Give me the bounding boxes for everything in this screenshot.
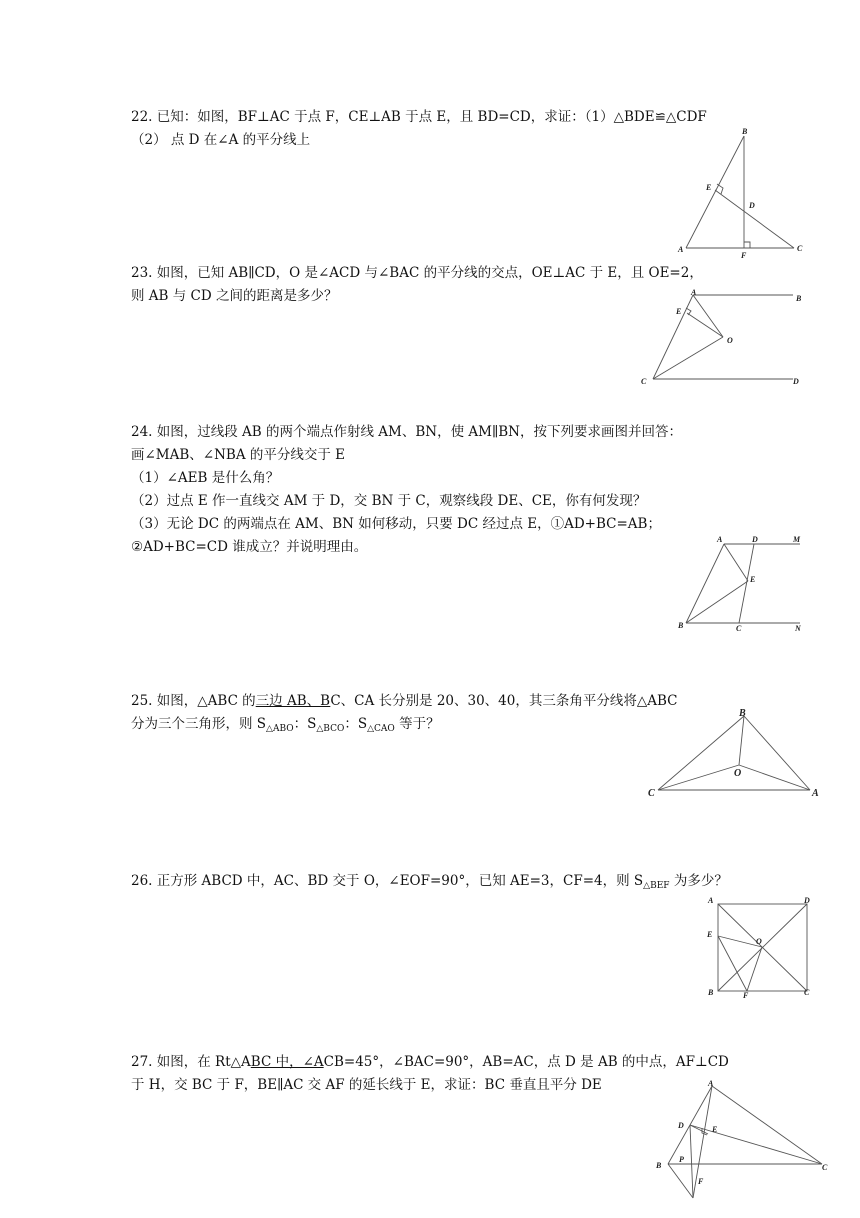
- q25-label-B: B: [739, 708, 746, 719]
- q22-label-C: C: [797, 244, 803, 253]
- q25-label-O: O: [734, 768, 742, 779]
- q24-label-E: E: [750, 575, 756, 584]
- q22-line-1: 22. 已知：如图，BF⊥AC 于点 F，CE⊥AB 于点 E，且 BD=CD，求证：（1）△BDE≌△CDF: [131, 109, 707, 125]
- q22-line-2: （2） 点 D 在∠A 的平分线上: [131, 132, 311, 148]
- q24-label-M: M: [793, 535, 801, 544]
- q27-label-F: F: [698, 1177, 704, 1186]
- q23-line-2: 则 AB 与 CD 之间的距离是多少？: [131, 288, 338, 304]
- q22-label-B: B: [742, 127, 748, 136]
- q23-figure: [638, 287, 808, 393]
- q26-label-F: F: [743, 991, 749, 1000]
- q23-line-1: 23. 如图，已知 AB∥CD，O 是∠ACD 与∠BAC 的平分线的交点，OE⊥AC 于 E，且 OE=2，: [131, 265, 703, 281]
- q27-label-A: A: [708, 1079, 714, 1088]
- q22-label-D: D: [749, 201, 755, 210]
- q27-line-1: 27. 如图，在 Rt△ABC 中，∠ACB=45°，∠BAC=90°，AB=AC，点 D 是 AB 的中点，AF⊥CD: [131, 1054, 729, 1070]
- q23-label-D: D: [793, 377, 799, 386]
- q22-label-A: A: [678, 245, 684, 254]
- q27-label-E: E: [712, 1125, 718, 1134]
- q24-line-1: 24. 如图，过线段 AB 的两个端点作射线 AM、BN，使 AM∥BN，按下列要求画图并回答：: [131, 424, 682, 440]
- q24-line-5: （3）无论 DC 的两端点在 AM、BN 如何移动，只要 DC 经过点 E，①AD+BC=AB；: [131, 516, 661, 532]
- q27-label-D: D: [678, 1121, 684, 1130]
- q26-label-O: O: [756, 937, 762, 946]
- q24-line-4: （2）过点 E 作一直线交 AM 于 D，交 BN 于 C，观察线段 DE、CE，你有何发现？: [131, 493, 647, 509]
- q24-line-3: （1）∠AEB 是什么角？: [131, 470, 280, 486]
- q26-line-1: 26. 正方形 ABCD 中，AC、BD 交于 O，∠EOF=90°，已知 AE=3，CF=4，则 $S_{\triangle BEF}$ 为多少？: [131, 873, 728, 891]
- q22-figure: [670, 126, 810, 265]
- q22-label-E: E: [706, 183, 712, 192]
- q26-figure: [700, 894, 820, 1008]
- q24-label-A: A: [717, 535, 723, 544]
- q27-label-P: P: [679, 1155, 684, 1164]
- q25-line-2: 分为三个三角形，则 $S_{\triangle ABO}$：$S_{\triangle BCO}$：$S_{\triangle CAO}$ 等于？: [131, 716, 440, 734]
- q24-line-2: 画∠MAB、∠NBA 的平分线交于 E: [131, 447, 346, 463]
- q27-figure: [650, 1074, 840, 1218]
- q23-label-O: O: [727, 336, 733, 345]
- q26-label-E: E: [707, 930, 713, 939]
- q24-label-B: B: [678, 621, 684, 630]
- q26-label-B: B: [708, 988, 714, 997]
- q24-label-C: C: [736, 624, 742, 633]
- q27-line-2: 于 H，交 BC 于 F，BE∥AC 交 AF 的延长线于 E，求证：BC 垂直且平分 DE: [131, 1077, 602, 1093]
- q24-label-D: D: [752, 535, 758, 544]
- q25-line-1: 25. 如图，△ABC 的三边 AB、BC、CA 长分别是 20、30、40，其三条角平分线将△ABC: [131, 693, 678, 709]
- q26-label-A: A: [708, 896, 714, 905]
- q25-label-A: A: [812, 788, 819, 799]
- q24-label-N: N: [795, 624, 801, 633]
- q25-figure: [640, 704, 825, 806]
- q24-figure: [674, 536, 814, 640]
- q23-label-C: C: [641, 377, 647, 386]
- q24-line-6: ②AD+BC=CD 谁成立？并说明理由。: [131, 539, 368, 555]
- q25-label-C: C: [648, 788, 655, 799]
- q27-label-C: C: [822, 1163, 828, 1172]
- q23-label-E: E: [676, 307, 682, 316]
- q26-label-C: C: [804, 988, 810, 997]
- q27-label-B: B: [656, 1161, 662, 1170]
- q26-label-D: D: [804, 896, 810, 905]
- q23-label-A: A: [691, 288, 697, 297]
- q23-label-B: B: [796, 294, 802, 303]
- q22-label-F: F: [741, 251, 747, 260]
